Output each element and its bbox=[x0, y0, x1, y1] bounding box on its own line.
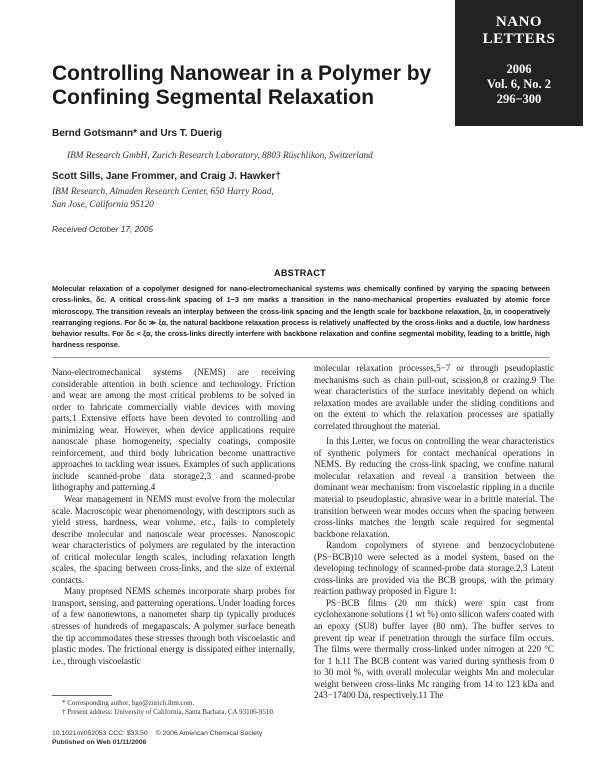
journal-name-line2: LETTERS bbox=[482, 31, 556, 47]
paragraph: PS−BCB films (20 nm thick) were spin cast from cyclohexanone solutions (1 wt %) onto silicon wafers coated with an epoxy (SU8) buffer layer (80 nm). The buffer serves to prevent tip wear if penetration through the surface film occurs. The films were thermally cross-linked under nitrogen at 220 °C for 1 h.11 The BCB content was varied during synthesis from 0 to 30 mol %, with overall molecular weights Mn and molecular weight between cross-links Mc ranging from 14 to 123 kDa and 243−17400 Da, respectively.11 The bbox=[314, 597, 554, 701]
paragraph: Random copolymers of styrene and benzocyclobutene (PS−BCB)10 were selected as a model system, based on the developing technology of scanned-probe data storage.2,3 Latent cross-links are provided via the BCB groups, with the primary reaction pathway proposed in Figure 1: bbox=[314, 540, 554, 597]
journal-box bbox=[455, 0, 583, 126]
authors-group-2: Scott Sills, Jane Frommer, and Craig J. Hawker† bbox=[52, 171, 281, 182]
footnote-present-address: † Present address: University of California, Santa Barbara, CA 93106-9510. bbox=[62, 708, 275, 716]
paragraph: In this Letter, we focus on controlling the wear characteristics of synthetic polymers for contact mechanical operations in NEMS. By reducing the cross-link spacing, we confine natural molecular relaxation and reveal a transition between the dominant wear mechanism: from viscoelastic rippling in a ductile material to pseudoplastic, abrasive wear in a brittle material. The transition between wear modes occurs when the spacing between cross-links matches the length scale required for segmental backbone relaxation. bbox=[314, 436, 554, 539]
footnote-divider bbox=[52, 695, 112, 696]
journal-name bbox=[455, 14, 583, 48]
body-column-left bbox=[52, 367, 295, 667]
journal-year: 2006 bbox=[506, 62, 532, 76]
title-line1: Controlling Nanowear in a Polymer by bbox=[52, 62, 432, 85]
received-date: Received October 17, 2005 bbox=[52, 224, 154, 234]
affiliation-2 bbox=[52, 186, 452, 212]
abstract-text: Molecular relaxation of a copolymer designed for nano-electromechanical systems was chemically confined by varying the spacing between cross-links, δc. A critical cross-link spacing of 1−3 nm marks a transition in the nano-mechanical properties evaluated by atomic force microscopy. The transition reveals an interplay between the cross-link spacing and the length scale for backbone relaxation, ξα, in cooperatively rearranging regions. For δc ≫ ξα, the natural backbone relaxation process is relatively unaffected by the cross-links and a ductile, low hardness behavior results. For δc < ξα, the cross-links directly interfere with backbone relaxation and confine segmental mobility, leading to a brittle, high hardness response. bbox=[52, 284, 550, 350]
journal-name-line1: NANO bbox=[495, 14, 543, 30]
doi-code: 10.1021/nl052053 CCC: $33.50 bbox=[52, 730, 148, 737]
paragraph: molecular relaxation processes,5−7 or through pseudoplastic mechanisms such as chain pull-out, scission,8 or crazing.9 The wear characteristics of the surface inevitably depend on which relaxation modes are available under the sliding conditions and on the extent to which the relaxation processes are spatially correlated throughout the material. bbox=[314, 363, 554, 431]
paragraph: Nano-electromechanical systems (NEMS) are receiving considerable attention in both science and technology. Friction and wear are among the most critical problems to be solved in order to fabricate commercially viable devices with moving parts.1 Extensive efforts have been devoted to controlling and minimizing wear. However, when device applications require nanoscale phase homogeneity, specialty coatings, composite reinforcement, and third body lubrication become unattractive approaches to tackling wear issues. Examples of such applications include scanned-probe data storage2,3 and scanned-probe lithography and patterning.4 bbox=[52, 367, 295, 493]
paragraph: Many proposed NEMS schemes incorporate sharp probes for transport, sensing, and patterning operations. Under loading forces of a few nanonewtons, a nanometer sharp tip typically produces stresses of hundreds of megapascals. A polymer surface beneath the tip accommodates these stresses through both viscoelastic and plastic modes. The frictional energy is dissipated either internally, i.e., through viscoelastic bbox=[52, 586, 295, 666]
paper-title bbox=[52, 62, 442, 110]
journal-meta bbox=[455, 62, 583, 107]
abstract-divider bbox=[52, 357, 550, 358]
title-line2: Confining Segmental Relaxation bbox=[52, 86, 375, 109]
abstract-heading: ABSTRACT bbox=[274, 268, 326, 278]
body-column-right bbox=[314, 363, 554, 702]
authors-group-1: Bernd Gotsmann* and Urs T. Duerig bbox=[52, 128, 223, 139]
footnotes bbox=[52, 699, 295, 717]
affiliation-2-line1: IBM Research, Almaden Research Center, 650 Harry Road, bbox=[52, 187, 274, 197]
journal-pages: 296−300 bbox=[496, 92, 542, 106]
journal-volume: Vol. 6, No. 2 bbox=[486, 77, 552, 91]
affiliation-2-line2: San Jose, California 95120 bbox=[52, 200, 154, 210]
footnote-corresponding: * Corresponding author, bgo@zurich.ibm.com. bbox=[62, 699, 195, 707]
paragraph: Wear management in NEMS must evolve from the molecular scale. Macroscopic wear phenomenology, with descriptors such as yield stress, hardness, wear volume, etc., fails to completely describe molecular and nanoscale wear processes. Nanoscopic wear characteristics of polymers are regulated by the interaction of critical molecular length scales, including relaxation length scales, the spacing between cross-links, and the size of external contacts. bbox=[52, 494, 295, 585]
publication-info bbox=[52, 729, 352, 747]
published-date: Published on Web 01/11/2006 bbox=[52, 739, 147, 746]
affiliation-1: IBM Research GmbH, Zurich Research Laboratory, 8803 Rüschlikon, Switzerland bbox=[67, 151, 373, 161]
copyright: © 2006 American Chemical Society bbox=[155, 730, 263, 737]
